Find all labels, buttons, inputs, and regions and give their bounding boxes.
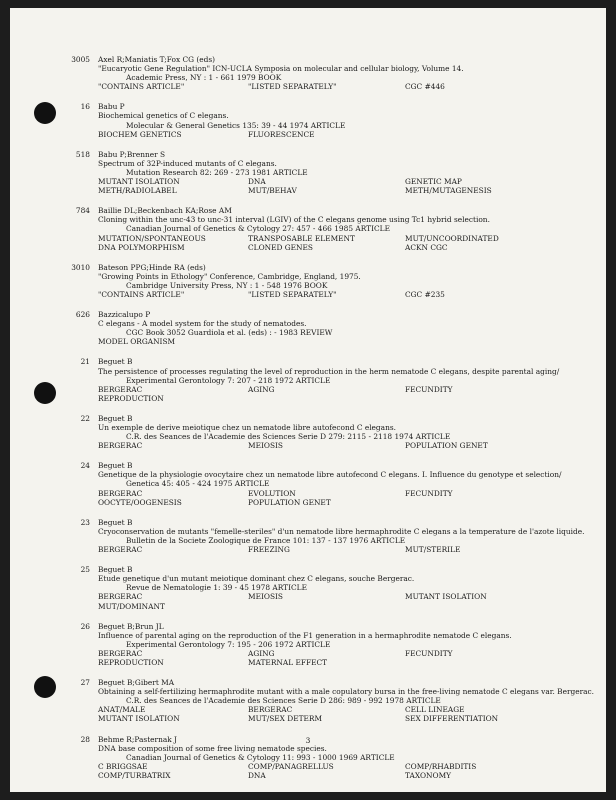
entry-authors: Babu P <box>98 102 125 112</box>
keyword <box>248 337 405 346</box>
entry-authors: Beguet B <box>98 565 133 575</box>
entry-authors: Beguet B;Gibert MA <box>98 678 175 688</box>
keyword <box>405 337 595 346</box>
entry-source: Cambridge University Press, NY : 1 - 548 1976 BOOK <box>126 280 328 290</box>
keyword: METH/MUTAGENESIS <box>405 186 492 196</box>
entry-body <box>98 310 598 346</box>
entry-number: 24 <box>80 461 90 471</box>
keyword-row <box>98 649 598 658</box>
entry-title: Un exemple de derive meiotique chez un nematode libre autofecond C elegans. <box>98 423 396 432</box>
entry-authors: Beguet B;Brun JL <box>98 621 164 631</box>
keyword-row <box>98 243 598 252</box>
keyword: COMP/PANAGRELLUS <box>248 761 334 771</box>
entry-authors: Baillie DL;Beckenbach KA;Rose AM <box>98 206 232 216</box>
bibliography-entry <box>10 206 606 251</box>
entry-body <box>98 263 598 299</box>
keyword: FECUNDITY <box>405 488 453 498</box>
keyword: MUTANT ISOLATION <box>98 714 180 724</box>
entry-body <box>98 414 598 450</box>
bibliography-entry <box>10 357 606 402</box>
keyword: DNA <box>248 770 266 780</box>
keyword: MUT/BEHAV <box>248 186 297 196</box>
entry-authors: Bazzicalupo P <box>98 310 151 320</box>
bibliography-entry <box>10 622 606 667</box>
keyword-row <box>98 441 598 450</box>
entry-title: DNA base composition of some free living nematode species. <box>98 743 327 753</box>
keyword-row <box>98 234 598 243</box>
keyword: CLONED GENES <box>248 242 313 252</box>
keyword: FLUORESCENCE <box>248 129 315 139</box>
keyword: BERGERAC <box>98 384 143 394</box>
keyword: EVOLUTION <box>248 488 296 498</box>
entry-title: The persistence of processes regulating the level of reproduction in the herm nematode C elegans, despite parental aging/ <box>98 366 560 376</box>
keyword: OOCYTE/OOGENESIS <box>98 497 182 507</box>
keyword: MUTANT ISOLATION <box>405 592 487 602</box>
keyword <box>405 130 595 139</box>
entry-title: C elegans - A model system for the study of nematodes. <box>98 319 307 329</box>
bibliography-entry <box>10 102 606 138</box>
entry-title: Biochemical genetics of C elegans. <box>98 111 229 121</box>
keyword-row <box>98 705 598 714</box>
keyword <box>405 658 595 667</box>
keyword: BERGERAC <box>98 441 143 451</box>
entry-source: Molecular & General Genetics 135: 39 - 44 1974 ARTICLE <box>126 120 346 130</box>
keyword: MUTANT ISOLATION <box>98 177 180 187</box>
entry-source: Genetica 45: 405 - 424 1975 ARTICLE <box>126 479 270 489</box>
entry-number: 23 <box>80 517 90 527</box>
page-number: 3 <box>305 736 311 745</box>
keyword-row <box>98 762 598 771</box>
keyword <box>405 602 595 611</box>
entry-number: 26 <box>80 621 90 631</box>
document-page <box>10 8 606 792</box>
entry-title: Influence of parental aging on the reproduction of the F1 generation in a hermaphrodite nematode C elegans. <box>98 630 512 640</box>
entry-source: C.R. des Seances de l'Academie des Sciences Serie D 286: 989 - 992 1978 ARTICLE <box>126 696 441 706</box>
entry-body <box>98 461 598 506</box>
keyword: MATERNAL EFFECT <box>248 657 328 667</box>
entry-authors: Beguet B <box>98 357 133 367</box>
bibliography-entry <box>10 518 606 554</box>
keyword: TRANSPOSABLE ELEMENT <box>248 233 355 243</box>
bibliography-entry <box>10 678 606 723</box>
entry-number: 28 <box>80 734 90 744</box>
bibliography-entry <box>10 461 606 506</box>
bibliography-entry <box>10 310 606 346</box>
entry-number: 518 <box>75 149 90 159</box>
keyword-row <box>98 130 598 139</box>
keyword-row <box>98 290 598 299</box>
entry-body <box>98 357 598 402</box>
keyword: MUT/DOMINANT <box>98 601 165 611</box>
entry-number: 16 <box>80 102 90 112</box>
entry-number: 784 <box>75 206 90 216</box>
keyword-row <box>98 602 598 611</box>
keyword: POPULATION GENET <box>248 497 331 507</box>
entry-authors: Babu P;Brenner S <box>98 149 166 159</box>
keyword: BERGERAC <box>98 488 143 498</box>
keyword: TAXONOMY <box>405 770 452 780</box>
entry-title: Etude genetique d'un mutant meiotique dominant chez C elegans, souche Bergerac. <box>98 574 415 584</box>
entry-authors: Axel R;Maniatis T;Fox CG (eds) <box>98 55 216 64</box>
entry-number: 21 <box>80 357 90 367</box>
entry-body <box>98 565 598 610</box>
entry-authors: Beguet B <box>98 517 133 527</box>
keyword: MUT/UNCOORDINATED <box>405 233 499 243</box>
entry-body <box>98 55 598 91</box>
keyword: CGC #446 <box>405 82 445 92</box>
keyword: AGING <box>248 648 275 658</box>
keyword-row <box>98 337 598 346</box>
entry-source: Experimental Gerontology 7: 207 - 218 1972 ARTICLE <box>126 375 331 385</box>
keyword: "LISTED SEPARATELY" <box>248 82 337 92</box>
entry-body <box>98 102 598 138</box>
entry-number: 626 <box>75 310 90 320</box>
bibliography-entry <box>10 55 606 91</box>
keyword: ANAT/MALE <box>98 705 146 715</box>
keyword: DNA POLYMORPHISM <box>98 242 185 252</box>
bibliography-entry <box>10 150 606 195</box>
keyword: MUTATION/SPONTANEOUS <box>98 233 206 243</box>
keyword: FECUNDITY <box>405 384 453 394</box>
entry-title: Cloning within the unc-43 to unc-31 interval (LGIV) of the C elegans genome using Tc1 hybrid selection. <box>98 215 490 225</box>
keyword: "CONTAINS ARTICLE" <box>98 289 185 299</box>
keyword: SEX DIFFERENTIATION <box>405 714 499 724</box>
keyword: BIOCHEM GENETICS <box>98 129 182 139</box>
keyword: POPULATION GENET <box>405 441 488 451</box>
entry-title: "Growing Points in Ethology" Conference, Cambridge, England, 1975. <box>98 271 361 281</box>
entry-body <box>98 150 598 195</box>
keyword-row <box>98 714 598 723</box>
keyword: FECUNDITY <box>405 648 453 658</box>
entry-body <box>98 518 598 554</box>
entry-title: Obtaining a self-fertilizing hermaphrodite mutant with a male copulatory bursa in the free-living nematode C elegans var. Bergerac. <box>98 687 595 697</box>
bibliography-entry <box>10 414 606 450</box>
keyword <box>248 394 405 403</box>
keyword-row <box>98 545 598 554</box>
entry-authors: Bateson PPG;Hinde RA (eds) <box>98 262 206 272</box>
entry-title: Spectrum of 32P-induced mutants of C elegans. <box>98 158 277 168</box>
keyword-row <box>98 394 598 403</box>
keyword <box>405 498 595 507</box>
entry-body <box>98 622 598 667</box>
entry-source: Revue de Nematologie 1: 39 - 45 1978 ARTICLE <box>126 583 307 593</box>
keyword: C BRIGGSAE <box>98 761 148 771</box>
entry-source: Bulletin de la Societe Zoologique de France 101: 137 - 137 1976 ARTICLE <box>126 535 406 545</box>
keyword: CGC #235 <box>405 289 445 299</box>
entry-source: Canadian Journal of Genetics & Cytology 27: 457 - 466 1985 ARTICLE <box>126 224 390 234</box>
keyword: MUT/STERILE <box>405 545 461 555</box>
keyword-row <box>98 82 598 91</box>
keyword <box>405 394 595 403</box>
bibliography-entry <box>10 565 606 610</box>
entry-authors: Beguet B <box>98 461 133 471</box>
entry-title: Cryoconservation de mutants "femelle-steriles" d'un nematode libre hermaphrodite C elegans a la temperature de l'azote liquide. <box>98 526 585 536</box>
entry-source: Experimental Gerontology 7: 195 - 206 1972 ARTICLE <box>126 639 331 649</box>
entry-source: Mutation Research 82: 269 - 273 1981 ARTICLE <box>126 167 308 177</box>
entry-authors: Beguet B <box>98 413 133 423</box>
keyword: REPRODUCTION <box>98 393 164 403</box>
keyword: BERGERAC <box>98 648 143 658</box>
entry-source: C.R. des Seances de l'Academie des Sciences Serie D 279: 2115 - 2118 1974 ARTICLE <box>126 432 451 442</box>
keyword: BERGERAC <box>248 705 293 715</box>
entry-number: 27 <box>80 678 90 688</box>
entry-source: Canadian Journal of Genetics & Cytology 11: 993 - 1000 1969 ARTICLE <box>126 752 395 762</box>
keyword: "CONTAINS ARTICLE" <box>98 82 185 92</box>
keyword: "LISTED SEPARATELY" <box>248 289 337 299</box>
keyword-row <box>98 489 598 498</box>
entry-number: 25 <box>80 565 90 575</box>
keyword: MEIOSIS <box>248 592 283 602</box>
keyword-row <box>98 385 598 394</box>
entry-number: 3005 <box>71 55 90 64</box>
keyword-row <box>98 498 598 507</box>
keyword: MEIOSIS <box>248 441 283 451</box>
entry-number: 3010 <box>71 262 90 272</box>
keyword-row <box>98 658 598 667</box>
keyword: BERGERAC <box>98 592 143 602</box>
bibliography-list <box>10 55 606 791</box>
keyword: COMP/RHABDITIS <box>405 761 477 771</box>
keyword: METH/RADIOLABEL <box>98 186 177 196</box>
keyword <box>248 602 405 611</box>
keyword-row <box>98 592 598 601</box>
keyword-row <box>98 186 598 195</box>
keyword: ACKN CGC <box>405 242 448 252</box>
bibliography-entry <box>10 263 606 299</box>
keyword: CELL LINEAGE <box>405 705 465 715</box>
keyword: COMP/TURBATRIX <box>98 770 171 780</box>
entry-body <box>98 206 598 251</box>
keyword-row <box>98 771 598 780</box>
entry-source: Academic Press, NY : 1 - 661 1979 BOOK <box>126 73 282 83</box>
entry-title: "Eucaryotic Gene Regulation" ICN-UCLA Symposia on molecular and cellular biology, Volume 14. <box>98 64 464 74</box>
keyword: MUT/SEX DETERM <box>248 714 323 724</box>
keyword-row <box>98 177 598 186</box>
entry-authors: Behme R;Pasternak J <box>98 734 178 744</box>
entry-title: Genetique de la physiologie ovocytaire chez un nematode libre autofecond C elegans. I. Influence du genotype et selection/ <box>98 470 562 480</box>
keyword: BERGERAC <box>98 545 143 555</box>
entry-number: 22 <box>80 413 90 423</box>
keyword: AGING <box>248 384 275 394</box>
keyword: GENETIC MAP <box>405 177 462 187</box>
keyword: FREEZING <box>248 545 290 555</box>
keyword: REPRODUCTION <box>98 657 164 667</box>
keyword: DNA <box>248 177 266 187</box>
entry-source: CGC Book 3052 Guardiola et al. (eds) : - 1983 REVIEW <box>126 328 333 338</box>
entry-body <box>98 678 598 723</box>
keyword: MODEL ORGANISM <box>98 337 176 347</box>
